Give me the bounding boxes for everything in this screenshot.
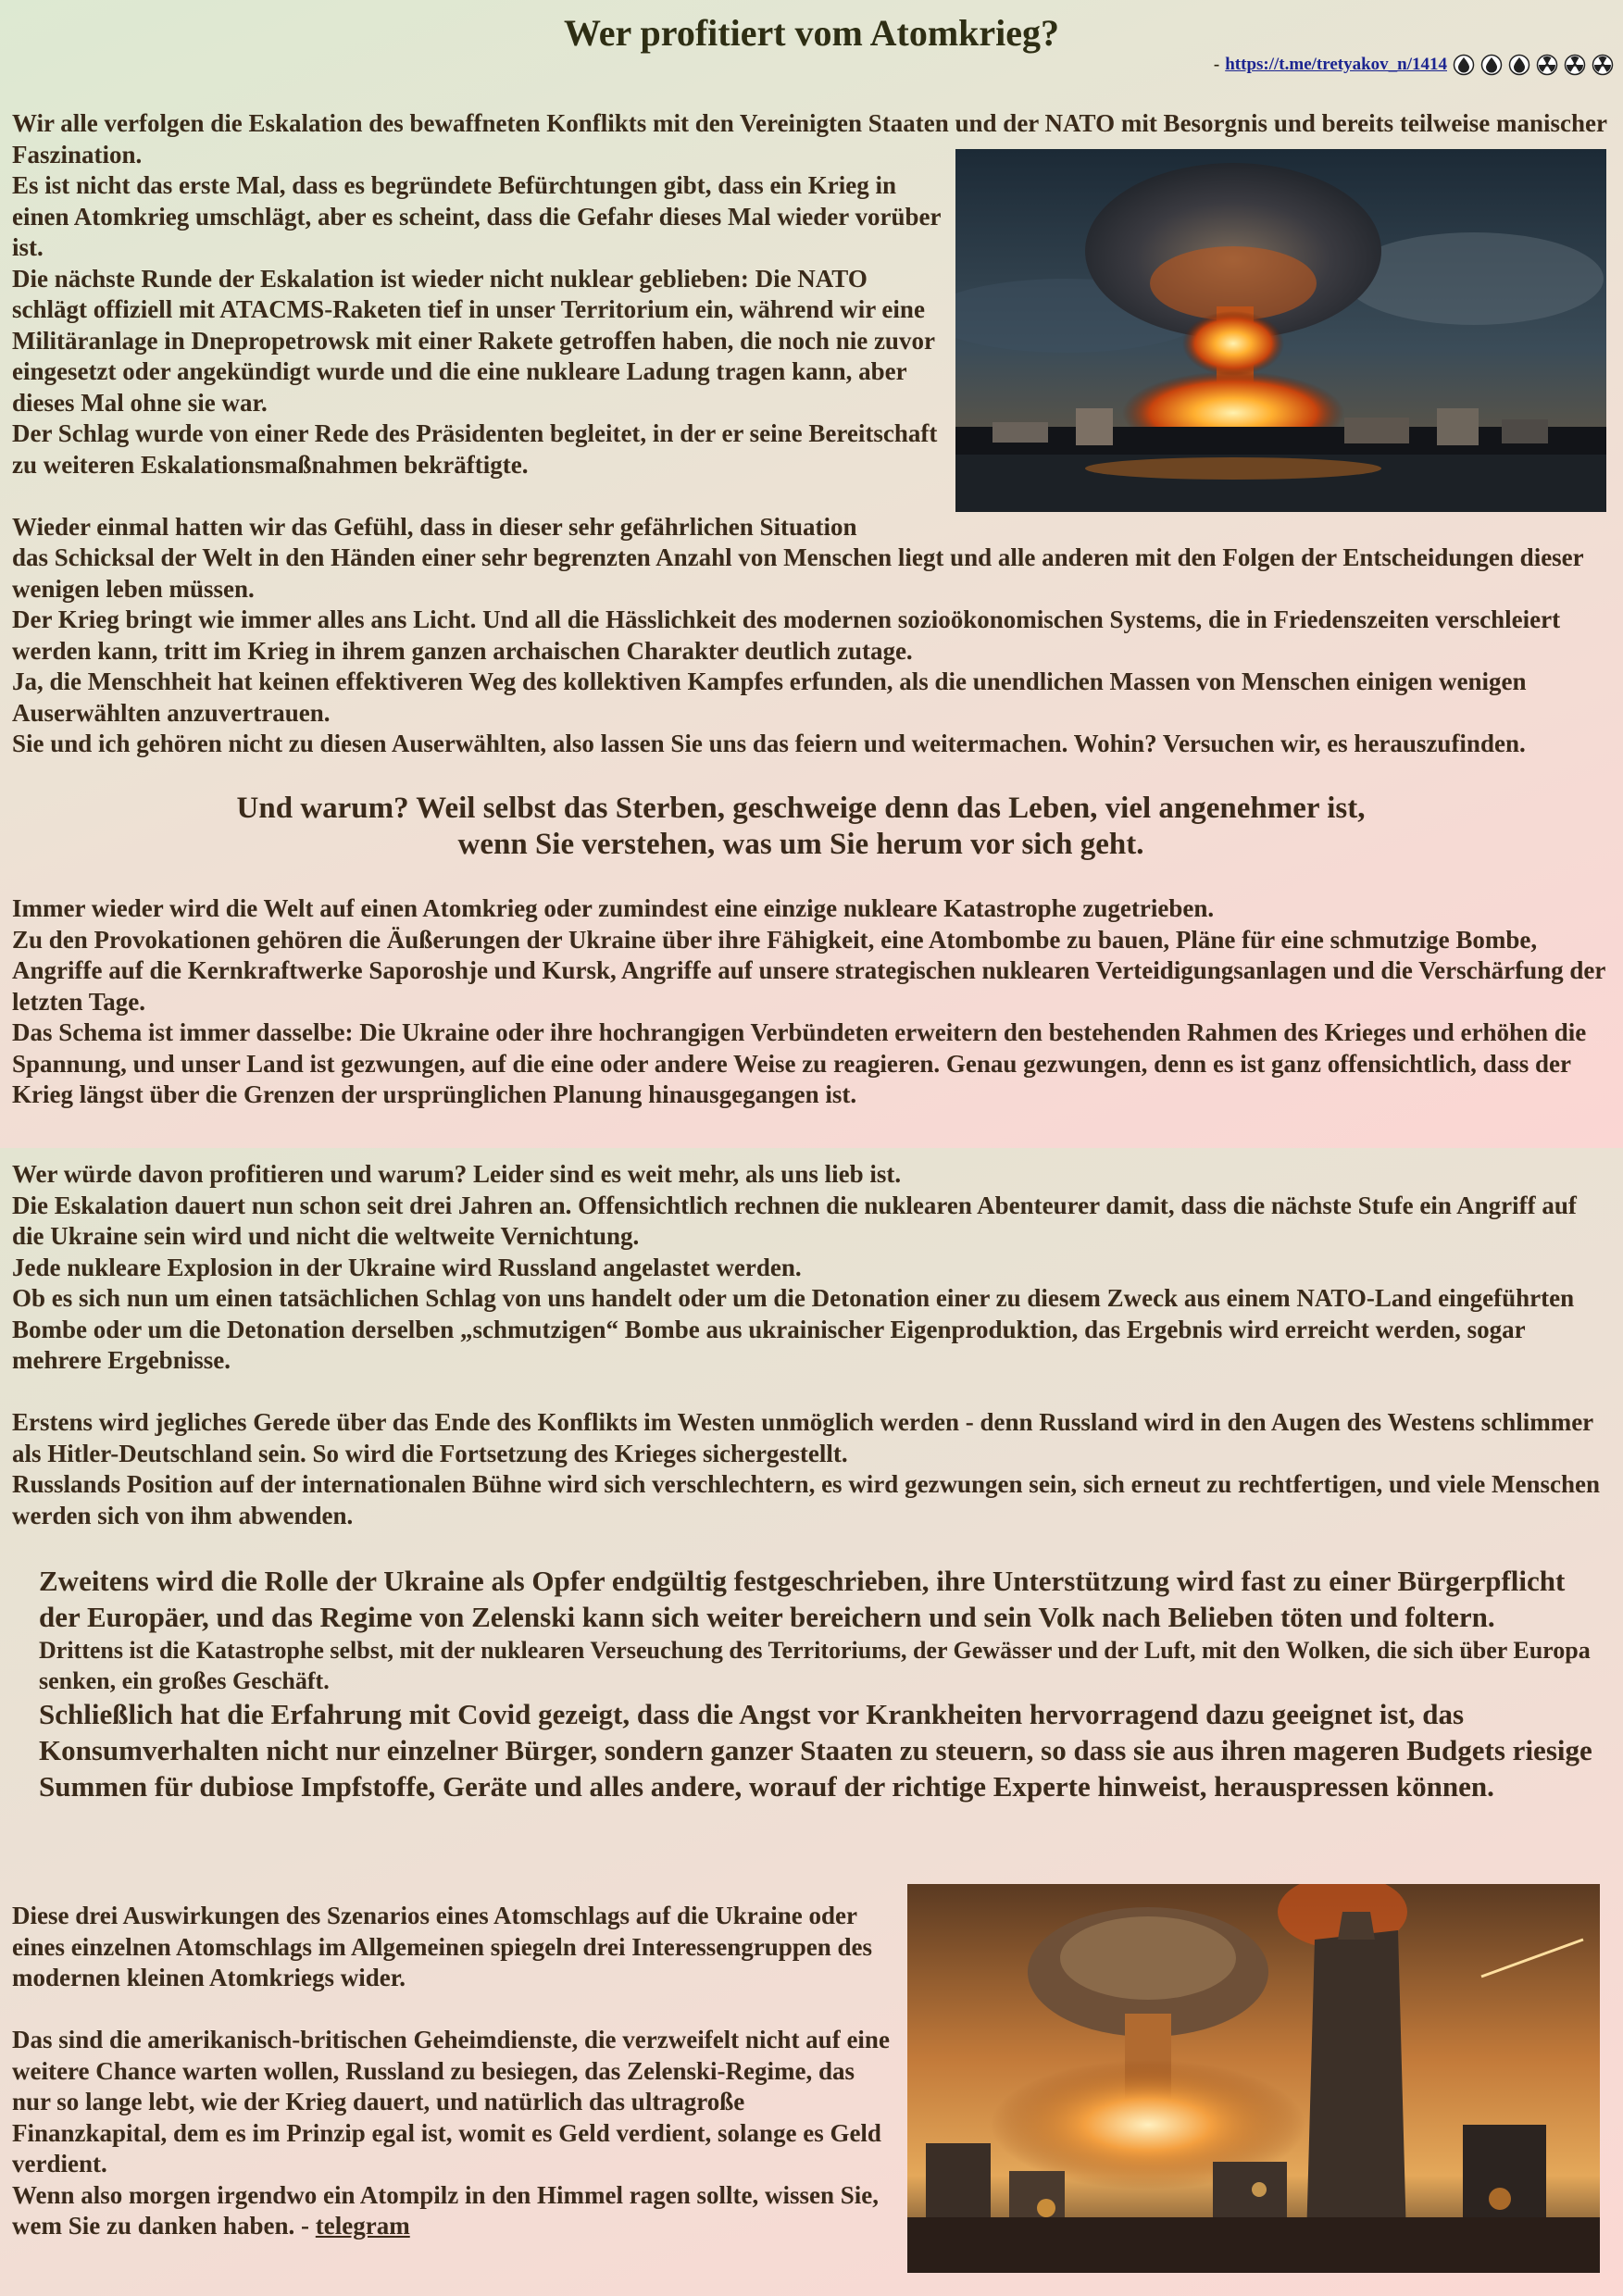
- quote-line-1: Und warum? Weil selbst das Sterben, geschweige denn das Leben, viel angenehmer ist,: [236, 792, 1366, 825]
- paragraph-8: Sie und ich gehören nicht zu diesen Auserwählten, also lassen Sie uns das feiern und weitermachen. Wohin? Versuchen wir, es herauszufinden.: [12, 730, 1526, 757]
- paragraph-5b: das Schicksal der Welt in den Händen einer sehr begrenzten Anzahl von Menschen liegt und alle anderen mit den Folgen der Entscheidungen dieser wenigen leben müssen.: [12, 543, 1584, 603]
- closing-text: Wenn also morgen irgendwo ein Atompilz in den Himmel ragen sollte, wissen Sie, wem Sie zu danken haben. -: [12, 2180, 879, 2240]
- paragraph-6: Der Krieg bringt wie immer alles ans Licht. Und all die Hässlichkeit des modernen sozioökonomischen Systems, die in Friedenszeiten verschleiert werden kann, tritt im Krieg in ihrem ganzen archaischen Charakter deutlich zutage.: [12, 605, 1561, 665]
- paragraph-16: Erstens wird jegliches Gerede über das Ende des Konflikts im Westen unmöglich werden - denn Russland wird in den Augen des Westens schlimmer als Hitler-Deutschland sein. So wird die Fortsetzung des Krieges sichergestellt.: [12, 1408, 1593, 1467]
- paragraph-2: Es ist nicht das erste Mal, dass es begründete Befürchtungen gibt, dass ein Krieg in einen Atomkrieg umschlägt, aber es scheint, dass die Gefahr dieses Mal wieder vorüber ist.: [12, 171, 941, 261]
- source-line: [1214, 54, 1614, 76]
- mushroom-cloud-city-image: [955, 149, 1606, 512]
- paragraph-9: Immer wieder wird die Welt auf einen Atomkrieg oder zumindest eine einzige nukleare Katastrophe zugetrieben.: [12, 894, 1215, 922]
- telegram-link[interactable]: telegram: [315, 2212, 410, 2240]
- paragraph-4: Der Schlag wurde von einer Rede des Präsidenten begleitet, in der er seine Bereitschaft zu weiteren Eskalationsmaßnahmen bekräftigte.: [12, 419, 938, 479]
- paragraph-7: Ja, die Menschheit hat keinen effektiveren Weg des kollektiven Kampfes erfunden, als die unendlichen Massen von Menschen einigen wenigen Auserwählten anzuvertrauen.: [12, 668, 1527, 727]
- paragraph-21: Diese drei Auswirkungen des Szenarios eines Atomschlags auf die Ukraine oder eines einzelnen Atomschlags im Allgemeinen spiegeln drei Interessengruppen des modernen kleinen Atomkriegs wider.: [12, 1902, 873, 1991]
- paragraph-11: Das Schema ist immer dasselbe: Die Ukraine oder ihre hochrangigen Verbündeten erweitern den bestehenden Rahmen des Krieges und erhöhen die Spannung, und unser Land ist gezwungen, auf die eine oder andere Weise zu reagieren. Genau gezwungen, denn es ist ganz offensichtlich, dass der Krieg längst über die Grenzen der ursprünglichen Planung hinausgegangen ist.: [12, 1018, 1587, 1108]
- paragraph-20: Schließlich hat die Erfahrung mit Covid gezeigt, dass die Angst vor Krankheiten hervorragend dazu geeignet ist, das Konsumverhalten nicht nur einzelner Bürger, sondern ganzer Staaten zu steuern, so dass sie aus ihren mageren Budgets riesige Summen für dubiose Impfstoffe, Geräte und alles andere, worauf der richtige Experte hinweist, herauspressen können.: [39, 1698, 1592, 1803]
- drop-icon: [1480, 54, 1503, 76]
- paragraph-12: Wer würde davon profitieren und warum? Leider sind es weit mehr, als uns lieb ist.: [12, 1160, 902, 1188]
- paragraph-5a: Wieder einmal hatten wir das Gefühl, dass in dieser sehr gefährlichen Situation: [12, 513, 857, 541]
- source-prefix: -: [1213, 55, 1220, 74]
- paragraph-19: Drittens ist die Katastrophe selbst, mit der nuklearen Verseuchung des Territoriums, der Gewässer und der Luft, mit den Wolken, die sich über Europa senken, ein großes Geschäft.: [39, 1637, 1591, 1694]
- source-link[interactable]: https://t.me/tretyakov_n/1414: [1225, 55, 1447, 74]
- drop-icon: [1453, 54, 1475, 76]
- paragraph-3: Die nächste Runde der Eskalation ist wieder nicht nuklear geblieben: Die NATO schlägt offiziell mit ATACMS-Raketen tief in unser Territorium ein, während wir eine Militäranlage in Dnepropetrowsk mit einer Rakete getroffen haben, die noch nie zuvor eingesetzt oder angekündigt wurde und die eine nukleare Ladung tragen kann, aber dieses Mal ohne sie war.: [12, 264, 935, 417]
- paragraph-10: Zu den Provokationen gehören die Äußerungen der Ukraine über ihre Fähigkeit, eine Atombombe zu bauen, Pläne für eine schmutzige Bombe, Angriffe auf die Kernkraftwerke Saporoshje und Kursk, Angriffe auf unsere strategischen nuklearen Verteidigungsanlagen und die Verschärfung der letzten Tage.: [12, 925, 1605, 1016]
- radiation-icon: [1564, 54, 1586, 76]
- radiation-icon: [1536, 54, 1558, 76]
- paragraph-18: Zweitens wird die Rolle der Ukraine als Opfer endgültig festgeschrieben, ihre Unterstützung wird fast zu einer Bürgerpflicht der Europäer, und das Regime von Zelenski kann sich weiter bereichern und sein Volk nach Belieben töten und foltern.: [39, 1565, 1566, 1633]
- radiation-icon: [1592, 54, 1614, 76]
- paragraph-17: Russlands Position auf der internationalen Bühne wird sich verschlechtern, es wird gezwungen sein, sich erneut zu rechtfertigen, und viele Menschen werden sich von ihm abwenden.: [12, 1470, 1600, 1529]
- paragraph-13: Die Eskalation dauert nun schon seit drei Jahren an. Offensichtlich rechnen die nuklearen Abenteurer damit, dass die nächste Stufe ein Angriff auf die Ukraine sein wird und nicht die weltweite Vernichtung.: [12, 1191, 1577, 1250]
- paragraph-1: Wir alle verfolgen die Eskalation des bewaffneten Konflikts mit den Vereinigten Staaten und der NATO mit Besorgnis und bereits teilweise manischer Faszination.: [12, 109, 1607, 168]
- paragraph-14: Jede nukleare Explosion in der Ukraine wird Russland angelastet werden.: [12, 1253, 802, 1281]
- paragraph-22: Das sind die amerikanisch-britischen Geheimdienste, die verzweifelt nicht auf eine weitere Chance warten wollen, Russland zu besiegen, das Zelenski-Regime, das nur so lange lebt, wie der Krieg dauert, und natürlich das ultragroße Finanzkapital, dem es im Prinzip egal ist, womit es Geld verdient, solange es Geld verdient.: [12, 2026, 890, 2177]
- paragraph-15: Ob es sich nun um einen tatsächlichen Schlag von uns handelt oder um die Detonation einer zu diesem Zweck aus einem NATO-Land eingeführten Bombe oder um die Detonation derselben „schmutzigen“ Bombe aus ukrainischer Eigenproduktion, das Ergebnis wird erreicht werden, sogar mehrere Ergebnisse.: [12, 1284, 1575, 1374]
- quote-line-2: wenn Sie verstehen, was um Sie herum vor sich geht.: [457, 828, 1144, 861]
- article-title: Wer profitiert vom Atomkrieg?: [563, 12, 1060, 54]
- nuclear-explosion-skyscraper-image: [907, 1884, 1600, 2273]
- paragraph-23: [12, 2180, 896, 2242]
- drop-icon: [1508, 54, 1530, 76]
